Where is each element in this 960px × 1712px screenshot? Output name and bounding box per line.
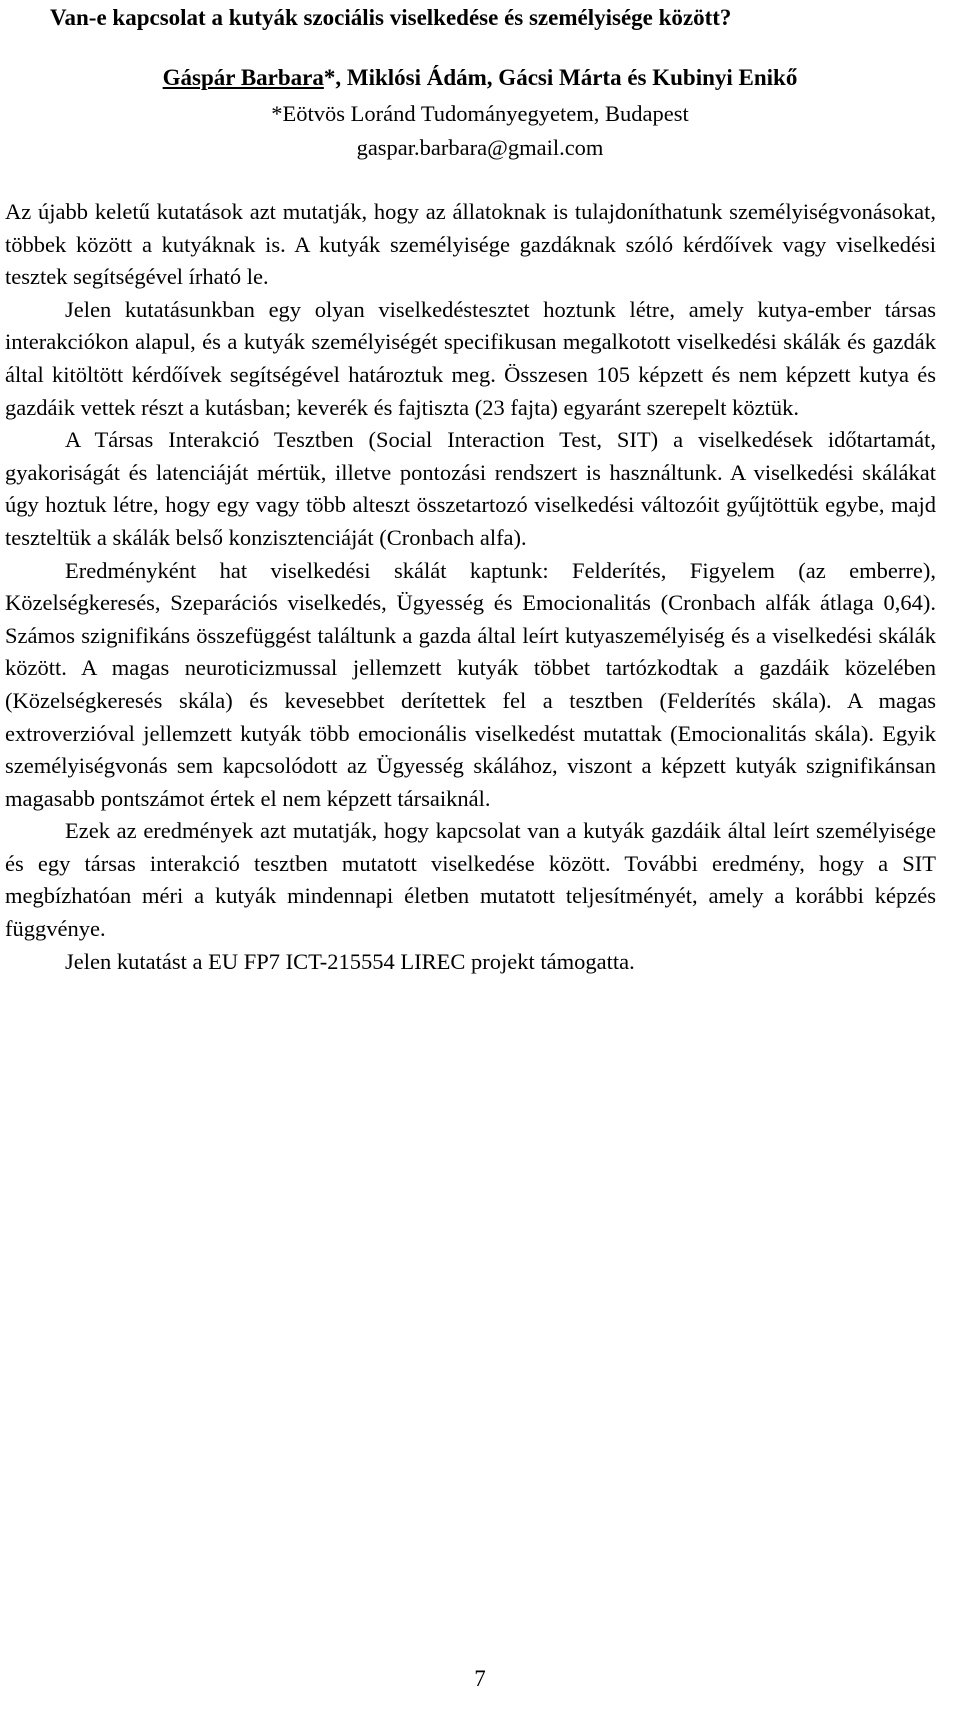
paper-title: Van-e kapcsolat a kutyák szociális viselkedése és személyisége között? (50, 5, 732, 30)
co-authors: *, Miklósi Ádám, Gácsi Márta és Kubinyi Enikő (323, 65, 798, 90)
affiliation: *Eötvös Loránd Tudományegyetem, Budapest (271, 101, 689, 126)
paragraph-results: Eredményként hat viselkedési skálát kaptunk: Felderítés, Figyelem (az emberre), Közelségkeresés, Szeparációs viselkedés, Ügyesség és Emocionalitás (Cronbach alfák átlaga 0,64). Számos szignifikáns összefüggést találtunk a gazda által leírt kutyaszemélyiség és a viselkedési skálák között. A magas neuroticizmussal jellemzett kutyák többet tartózkodtak a gazdáik közelében (Közelségkeresés skála) és kevesebbet derítettek fel a tesztben (Felderítés skála). A magas extroverzióval jellemzett kutyák több emocionális viselkedést mutattak (Emocionalitás skála). Egyik személyiségvonás sem kapcsolódott az Ügyesség skálához, viszont a képzett kutyák szignifikánsan magasabb pontszámot értek el nem képzett társaiknál. (5, 557, 936, 811)
paragraph-sit: A Társas Interakció Tesztben (Social Interaction Test, SIT) a viselkedések időtartamát, gyakoriságát és latenciáját mértük, illetve pontozási rendszert is használtunk. A viselkedési skálákat úgy hoztuk létre, hogy egy vagy több alteszt összetartozó viselkedési változóit gyűjtöttük egybe, majd teszteltük a skálák belső konzisztenciáját (Cronbach alfa). (5, 427, 936, 550)
page-number: 7 (474, 1666, 486, 1691)
author-list (0, 63, 960, 92)
paragraph-conclusion: Ezek az eredmények azt mutatják, hogy kapcsolat van a kutyák gazdáik által leírt személyisége és egy társas interakció tesztben mutatott viselkedése között. További eredmény, hogy a SIT megbízhatóan méri a kutyák mindennapi életben mutatott teljesítményét, amely a korábbi képzés függvénye. (5, 818, 936, 942)
author-email: gaspar.barbara@gmail.com (356, 135, 604, 160)
paragraph-funding: Jelen kutatást a EU FP7 ICT-215554 LIREC projekt támogatta. (65, 948, 635, 974)
first-author: Gáspár Barbara (162, 65, 324, 90)
paragraph-intro: Az újabb keletű kutatások azt mutatják, hogy az állatoknak is tulajdoníthatunk személyiségvonásokat, többek között a kutyáknak is. A kutyák személyisége gazdáknak szóló kérdőívek vagy viselkedési tesztek segítségével írható le. (5, 199, 936, 290)
paragraph-methods: Jelen kutatásunkban egy olyan viselkedéstesztet hoztunk létre, amely kutya-ember társas interakciókon alapul, és a kutyák személyiségét specifikusan megalkotott viselkedési skálák és gazdák által kitöltött kérdőívek segítségével határoztuk meg. Összesen 105 képzett és nem képzett kutya és gazdáik vettek részt a kutásban; keverék és fajtiszta (23 fajta) egyaránt szerepelt köztük. (5, 296, 936, 420)
abstract-body (5, 196, 936, 978)
